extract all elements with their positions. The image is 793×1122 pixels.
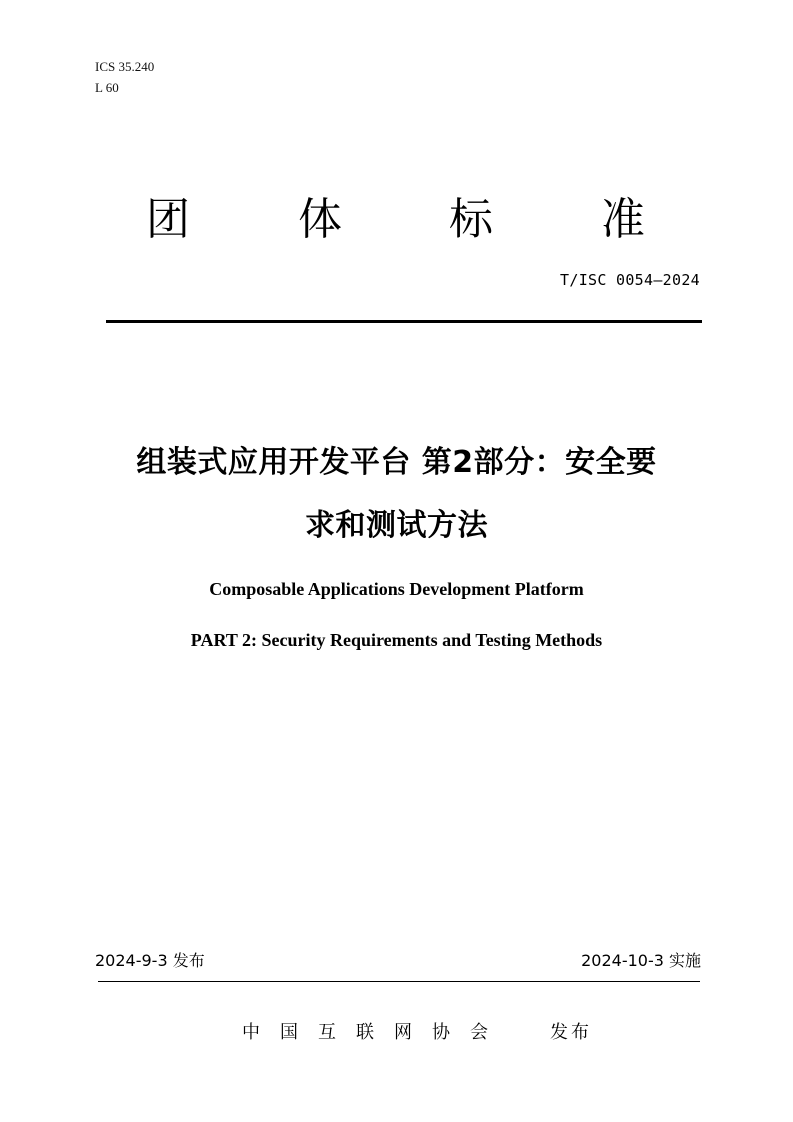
publish-label: 发布: [550, 1022, 592, 1043]
english-title-line-1: Composable Applications Development Platform: [209, 579, 584, 599]
header-char-1: 团: [146, 194, 190, 245]
header-char-2: 体: [298, 194, 342, 245]
header-divider: [106, 320, 702, 323]
implementation-date: 2024-10-3 实施: [581, 951, 701, 970]
header-char-4: 准: [601, 194, 645, 245]
chinese-title-line-2: 求和测试方法: [305, 508, 488, 543]
ics-code: ICS 35.240: [95, 59, 155, 74]
standard-number: T/ISC 0054—2024: [560, 271, 700, 289]
footer-divider: [98, 981, 700, 982]
chinese-title-line-1: 组装式应用开发平台 第2部分：安全要: [136, 445, 657, 480]
publisher-name: 中国互联网协会: [242, 1022, 508, 1043]
english-title-line-2: PART 2: Security Requirements and Testing Methods: [190, 630, 603, 650]
ccs-code: L 60: [95, 80, 119, 95]
issue-date: 2024-9-3 发布: [95, 951, 205, 970]
header-char-3: 标: [449, 194, 493, 245]
